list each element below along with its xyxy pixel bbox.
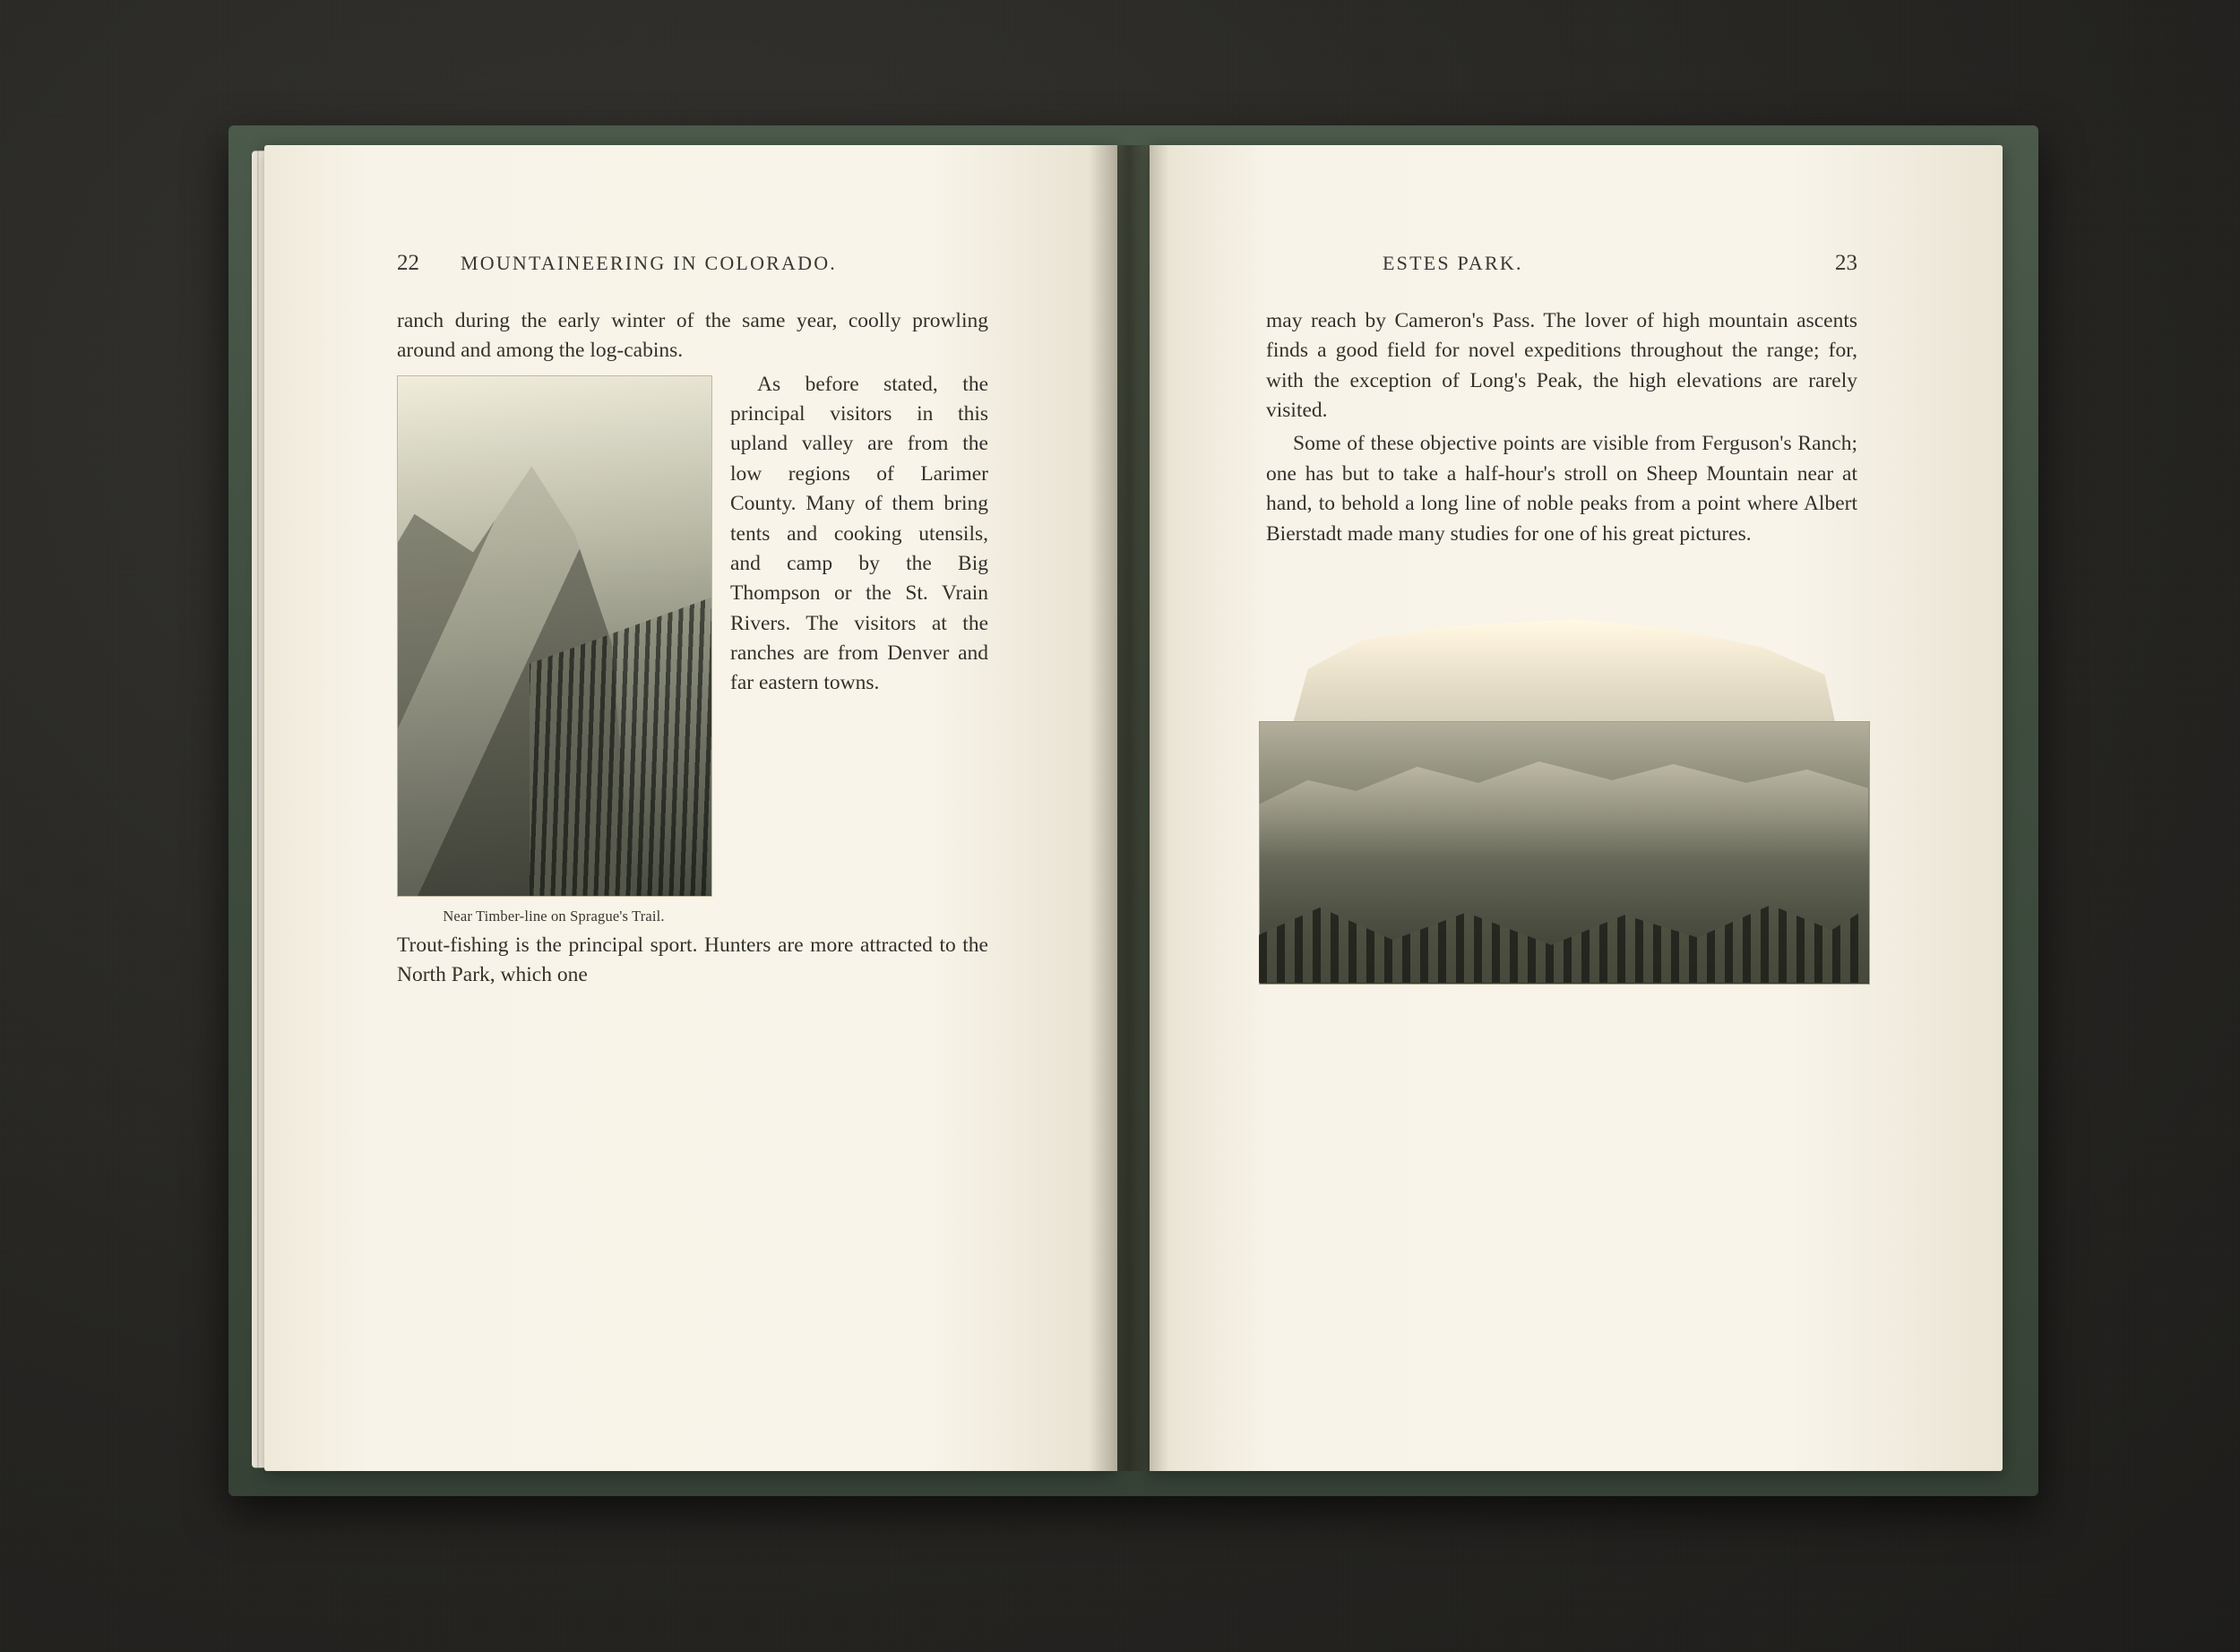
open-book (228, 125, 2038, 1505)
right-page (1150, 145, 2003, 1471)
right-page-content (1266, 251, 1857, 983)
left-paragraph-3: Trout-fishing is the principal sport. Hunters are more attracted to the North Park, which one (397, 933, 988, 987)
left-page (264, 145, 1117, 1471)
right-running-head (1266, 251, 1857, 276)
left-folio: 22 (397, 251, 419, 275)
left-running-head (397, 251, 988, 276)
left-paragraph-1: ranch during the early winter of the same year, coolly prowling around and among the log-cabins. (397, 309, 988, 363)
left-paragraph-2: As before stated, the principal visitors in this upland valley are from the low regions of Larimer County. Many of them bring tents and cooking utensils, and camp by the Big Thompson or the St. Vrain Rivers. The visitors at the ranches are from Denver and far eastern towns. (730, 372, 988, 695)
left-figure (397, 375, 711, 925)
right-paragraph-2: Some of these objective points are visible from Ferguson's Ranch; one has but to take a half-hour's stroll on Sheep Mountain near at hand, to behold a long line of noble peaks from a point where Albert Bierstadt made many studies for one of his great pictures. (1266, 432, 1857, 546)
timber-line-photograph (397, 375, 712, 897)
left-page-content (397, 251, 988, 994)
mountain-range-photograph (1259, 615, 1868, 983)
right-folio: 23 (1835, 251, 1857, 275)
left-running-head-title: MOUNTAINEERING IN COLORADO. (461, 252, 837, 274)
right-paragraph-1: may reach by Cameron's Pass. The lover of high mountain ascents finds a good field for novel expeditions throughout the range; for, with the exception of Long's Peak, the high elevations are rarely visited. (1266, 309, 1857, 423)
right-running-head-title: ESTES PARK. (1383, 252, 1523, 274)
left-figure-caption: Near Timber-line on Sprague's Trail. (443, 907, 665, 925)
